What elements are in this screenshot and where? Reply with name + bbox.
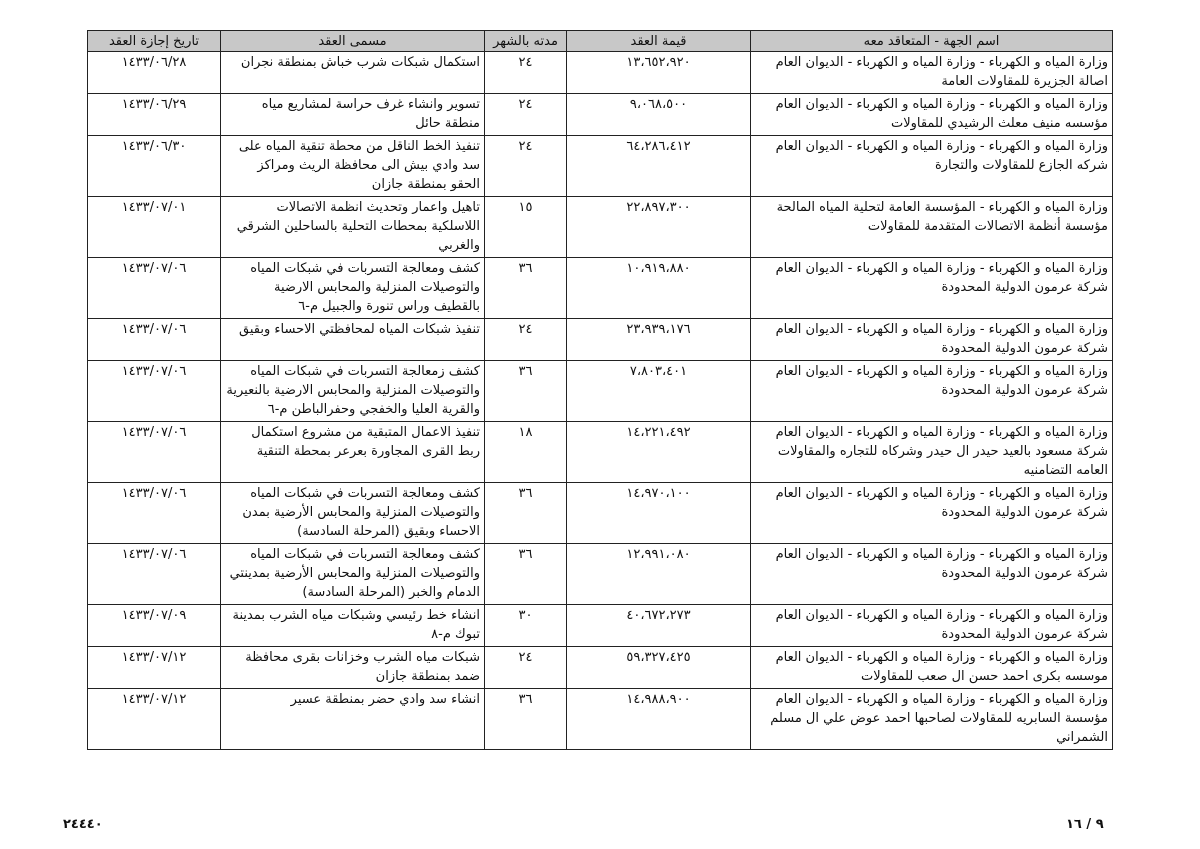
entity-contractor: شركة عرمون الدولية المحدودة [941,341,1108,356]
cell-contract-value: ٧،٨٠٣،٤٠١ [567,361,751,422]
cell-contract-value: ٥٩،٣٢٧،٤٢٥ [567,647,751,689]
cell-entity [751,422,1113,483]
cell-contract-name: استكمال شبكات شرب خباش بمنطقة نجران [221,52,485,94]
entity-contractor: مؤسسه منيف معلث الرشيدي للمقاولات [890,116,1108,131]
entity-contractor: شركة مسعود بالعيد حيدر ال حيدر وشركاه للتجاره والمقاولات العامه التضامنيه [777,444,1108,478]
cell-approval-date: ١٤٣٣/٠٧/٠٦ [88,483,221,544]
header-approval-date: تاريخ إجازة العقد [88,31,221,52]
entity-contractor: مؤسسة السابريه للمقاولات لصاحبها احمد عوض علي ال مسلم الشمراني [770,711,1108,745]
cell-contract-name: تاهيل واعمار وتحديث انظمة الاتصالات اللاسلكية بمحطات التحلية بالساحلين الشرقي والغربي [221,197,485,258]
entity-contractor: شركه الجازع للمقاولات والتجارة [934,158,1108,173]
cell-contract-name: شبكات مياه الشرب وخزانات بقرى محافظة ضمد بمنطقة جازان [221,647,485,689]
cell-entity [751,258,1113,319]
cell-contract-name: كشف زمعالجة التسربات في شبكات المياه والتوصيلات المنزلية والمحابس الارضية بالنعيرية والقرية العليا والخفجي وحفرالباطن م-٦ [221,361,485,422]
cell-contract-value: ٢٢،٨٩٧،٣٠٠ [567,197,751,258]
cell-contract-value: ١٤،٩٧٠،١٠٠ [567,483,751,544]
cell-contract-name: تسوير وانشاء غرف حراسة لمشاريع مياه منطقة حائل [221,94,485,136]
entity-ministry: وزارة المياه و الكهرباء - وزارة المياه و الكهرباء - الديوان العام [775,608,1108,623]
table-row [88,197,1113,258]
cell-approval-date: ١٤٣٣/٠٧/١٢ [88,689,221,750]
header-value: قيمة العقد [567,31,751,52]
cell-duration: ٢٤ [485,319,567,361]
cell-contract-name: انشاء خط رئيسي وشبكات مياه الشرب بمدينة تبوك م-٨ [221,605,485,647]
entity-ministry: وزارة المياه و الكهرباء - وزارة المياه و الكهرباء - الديوان العام [775,364,1108,379]
cell-entity [751,197,1113,258]
cell-approval-date: ١٤٣٣/٠٧/٠٦ [88,422,221,483]
cell-approval-date: ١٤٣٣/٠٦/٢٩ [88,94,221,136]
cell-duration: ٢٤ [485,647,567,689]
entity-ministry: وزارة المياه و الكهرباء - وزارة المياه و الكهرباء - الديوان العام [775,425,1108,440]
entity-contractor: شركة عرمون الدولية المحدودة [941,280,1108,295]
cell-approval-date: ١٤٣٣/٠٧/١٢ [88,647,221,689]
cell-duration: ٣٦ [485,361,567,422]
table-row [88,422,1113,483]
entity-ministry: وزارة المياه و الكهرباء - وزارة المياه و الكهرباء - الديوان العام [775,322,1108,337]
table-row [88,94,1113,136]
entity-contractor: شركة عرمون الدولية المحدودة [941,383,1108,398]
entity-ministry: وزارة المياه و الكهرباء - وزارة المياه و الكهرباء - الديوان العام [775,547,1108,562]
cell-approval-date: ١٤٣٣/٠٧/٠٦ [88,258,221,319]
cell-approval-date: ١٤٣٣/٠٧/٠٦ [88,544,221,605]
cell-contract-value: ١٢،٩٩١،٠٨٠ [567,544,751,605]
entity-contractor: شركة عرمون الدولية المحدودة [941,566,1108,581]
entity-ministry: وزارة المياه و الكهرباء - وزارة المياه و الكهرباء - الديوان العام [775,692,1108,707]
table-row [88,136,1113,197]
cell-duration: ٣٦ [485,258,567,319]
cell-entity [751,319,1113,361]
entity-ministry: وزارة المياه و الكهرباء - وزارة المياه و الكهرباء - الديوان العام [775,55,1108,70]
cell-approval-date: ١٤٣٣/٠٧/٠٩ [88,605,221,647]
cell-contract-name: كشف ومعالجة التسربات في شبكات المياه والتوصيلات المنزلية والمحابس الأرضية بمدينتي الدمام والخبر (المرحلة السادسة) [221,544,485,605]
entity-contractor: مؤسسة أنظمة الاتصالات المتقدمة للمقاولات [867,219,1108,234]
entity-ministry: وزارة المياه و الكهرباء - وزارة المياه و الكهرباء - الديوان العام [775,486,1108,501]
cell-duration: ٣٦ [485,483,567,544]
entity-ministry: وزارة المياه و الكهرباء - وزارة المياه و الكهرباء - الديوان العام [775,650,1108,665]
cell-contract-value: ١٤،٩٨٨،٩٠٠ [567,689,751,750]
footer-reference-number: ٢٤٤٤٠ [63,817,103,832]
header-row [88,31,1113,52]
cell-entity [751,52,1113,94]
footer-page-number: ٩ / ١٦ [1066,817,1104,832]
entity-ministry: وزارة المياه و الكهرباء - وزارة المياه و الكهرباء - الديوان العام [775,139,1108,154]
entity-ministry: وزارة المياه و الكهرباء - وزارة المياه و الكهرباء - الديوان العام [775,97,1108,112]
cell-duration: ٢٤ [485,136,567,197]
cell-contract-value: ٩،٠٦٨،٥٠٠ [567,94,751,136]
cell-entity [751,647,1113,689]
cell-entity [751,605,1113,647]
table-row [88,52,1113,94]
cell-duration: ٣٦ [485,689,567,750]
cell-duration: ٣٠ [485,605,567,647]
cell-contract-value: ١٣،٦٥٢،٩٢٠ [567,52,751,94]
entity-contractor: شركة عرمون الدولية المحدودة [941,505,1108,520]
table-row [88,361,1113,422]
table-row [88,605,1113,647]
cell-contract-name: تنفيذ الاعمال المتبقية من مشروع استكمال ربط القرى المجاورة بعرعر بمحطة التنقية [221,422,485,483]
cell-duration: ٣٦ [485,544,567,605]
table-row [88,544,1113,605]
header-contract-name: مسمى العقد [221,31,485,52]
cell-entity [751,94,1113,136]
header-entity: اسم الجهة - المتعاقد معه [751,31,1113,52]
cell-approval-date: ١٤٣٣/٠٦/٣٠ [88,136,221,197]
cell-contract-name: انشاء سد وادي حضر بمنطقة عسير [221,689,485,750]
table-body [88,52,1113,750]
table-row [88,689,1113,750]
cell-contract-value: ٢٣،٩٣٩،١٧٦ [567,319,751,361]
entity-contractor: شركة عرمون الدولية المحدودة [941,627,1108,642]
cell-contract-value: ١٠،٩١٩،٨٨٠ [567,258,751,319]
table-row [88,319,1113,361]
entity-ministry: وزارة المياه و الكهرباء - وزارة المياه و الكهرباء - الديوان العام [775,261,1108,276]
cell-duration: ٢٤ [485,52,567,94]
table-header [88,31,1113,52]
table-row [88,647,1113,689]
cell-entity [751,136,1113,197]
cell-approval-date: ١٤٣٣/٠٧/٠٦ [88,361,221,422]
table-row [88,483,1113,544]
cell-contract-value: ٤٠،٦٧٢،٢٧٣ [567,605,751,647]
cell-duration: ٢٤ [485,94,567,136]
cell-approval-date: ١٤٣٣/٠٦/٢٨ [88,52,221,94]
cell-entity [751,544,1113,605]
cell-approval-date: ١٤٣٣/٠٧/٠٦ [88,319,221,361]
header-duration: مدته بالشهر [485,31,567,52]
cell-approval-date: ١٤٣٣/٠٧/٠١ [88,197,221,258]
cell-duration: ١٨ [485,422,567,483]
cell-entity [751,483,1113,544]
cell-contract-name: تنفيذ شبكات المياه لمحافظتي الاحساء وبقيق [221,319,485,361]
entity-contractor: اصالة الجزيرة للمقاولات العامة [941,74,1108,89]
cell-contract-name: كشف ومعالجة التسربات في شبكات المياه والتوصيلات المنزلية والمحابس الارضية بالقطيف وراس تنورة والجبيل م-٦ [221,258,485,319]
table-row [88,258,1113,319]
contracts-table [87,30,1113,750]
cell-contract-name: تنفيذ الخط الناقل من محطة تنقية المياه على سد وادي بيش الى محافظة الريث ومراكز الحقو بمنطقة جازان [221,136,485,197]
entity-ministry: وزارة المياه و الكهرباء - المؤسسة العامة لتحلية المياه المالحة [776,200,1108,215]
cell-entity [751,689,1113,750]
cell-duration: ١٥ [485,197,567,258]
entity-contractor: موسسه بكرى احمد حسن ال صعب للمقاولات [861,669,1108,684]
cell-contract-value: ٦٤،٢٨٦،٤١٢ [567,136,751,197]
cell-entity [751,361,1113,422]
cell-contract-name: كشف ومعالجة التسربات في شبكات المياه والتوصيلات المنزلية والمحابس الأرضية بمدن الاحساء وبقيق (المرحلة السادسة) [221,483,485,544]
cell-contract-value: ١٤،٢٢١،٤٩٢ [567,422,751,483]
